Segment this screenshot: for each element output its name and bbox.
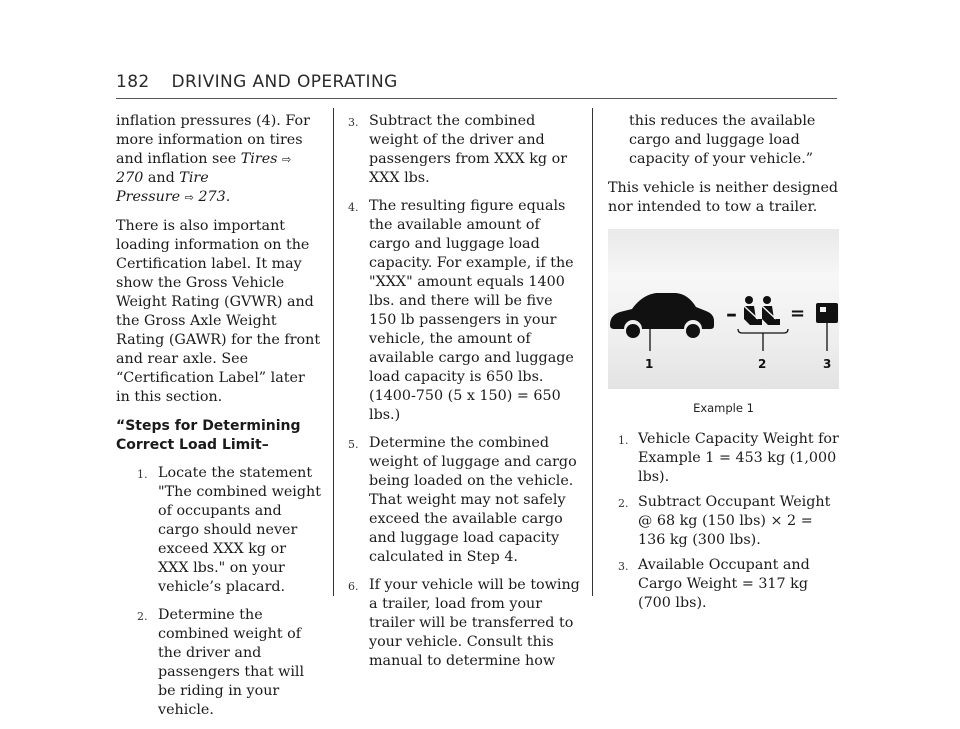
- list-item: 3. Subtract the combined weight of the driver and passengers from XXX kg or XXX lbs.: [348, 113, 568, 186]
- callout-label: 3: [823, 357, 832, 371]
- list-item: 1. Vehicle Capacity Weight for Example 1 = 453 kg (1,000 lbs).: [618, 431, 839, 485]
- steps-list: [348, 112, 583, 671]
- header-rule: [116, 98, 837, 99]
- steps-list: [116, 464, 321, 720]
- column-1: [116, 112, 321, 729]
- list-item: 2. Subtract Occupant Weight @ 68 kg (150 lbs) × 2 = 136 kg (300 lbs).: [618, 494, 831, 548]
- list-item: 1. Locate the statement "The combined weight of occupants and cargo should never exceed XXX kg or XXX lbs." on your vehicle’s placard.: [137, 465, 321, 595]
- arrow-ref-icon: ⇨: [282, 153, 292, 166]
- callout-label: 1: [645, 357, 654, 371]
- example-list: [608, 430, 840, 613]
- page-number: 182: [116, 72, 150, 92]
- equals-sign: =: [790, 303, 806, 324]
- list-item: 2. Determine the combined weight of the driver and passengers that will be riding in your vehicle.: [137, 607, 305, 718]
- list-item: 5. Determine the combined weight of luggage and cargo being loaded on the vehicle. That weight may not safely exceed the available cargo and luggage load capacity calculated in Step 4.: [348, 435, 577, 565]
- list-item: 6. If your vehicle will be towing a trailer, load from your trailer will be transferred to your vehicle. Consult this manual to determine how: [348, 577, 580, 669]
- paragraph-trailer: This vehicle is neither designed nor intended to tow a trailer.: [608, 180, 839, 215]
- list-item: 3. Available Occupant and Cargo Weight = 317 kg (700 lbs).: [618, 557, 810, 611]
- column-divider: [333, 108, 334, 596]
- figure-caption: Example 1: [693, 401, 754, 415]
- column-2: [348, 112, 583, 680]
- continuation-text: this reduces the available cargo and luggage load capacity of your vehicle.”: [629, 113, 816, 167]
- vehicle-icon: [610, 293, 714, 338]
- tires-page-ref[interactable]: 270: [116, 170, 144, 186]
- occupant-icon: [744, 296, 762, 325]
- paragraph-certification: There is also important loading information on the Certification label. It may show the Gross Vehicle Weight Rating (GVWR) and the Gross Axle Weight Rating (GAWR) for the front and rear axle. See “Certification Label” later in this section.: [116, 218, 321, 405]
- minus-sign: –: [726, 302, 737, 327]
- column-divider: [592, 108, 593, 596]
- list-item: 4. The resulting figure equals the available amount of cargo and luggage load capacity. For example, if the "XXX" amount equals 1400 lbs. and there will be five 150 lb passengers in your vehicle, the amount of available cargo and luggage load capacity is 650 lbs. (1400-750 (5 x 150) = 650 lbs.): [348, 198, 574, 423]
- tire-pressure-link[interactable]: Tire Pressure: [116, 170, 209, 205]
- arrow-ref-icon: ⇨: [184, 191, 194, 204]
- load-example-figure: [608, 229, 839, 389]
- load-diagram: [608, 229, 839, 389]
- tires-link[interactable]: Tires: [240, 151, 278, 167]
- column-3: [608, 112, 840, 619]
- section-subheading: “Steps for Determining Correct Load Limit–: [116, 418, 301, 453]
- section-title: DRIVING AND OPERATING: [171, 72, 398, 92]
- paragraph-tire-inflation: inflation pressures (4). For more information on tires and inflation see Tires ⇨ 270 and Tire Pressure ⇨ 273.: [116, 113, 310, 205]
- cargo-icon: [816, 303, 838, 323]
- occupant-bracket: [738, 329, 788, 333]
- page-header: [116, 72, 398, 92]
- tire-pressure-page-ref[interactable]: 273: [198, 189, 226, 205]
- callout-label: 2: [758, 357, 767, 371]
- occupant-icon: [762, 296, 780, 325]
